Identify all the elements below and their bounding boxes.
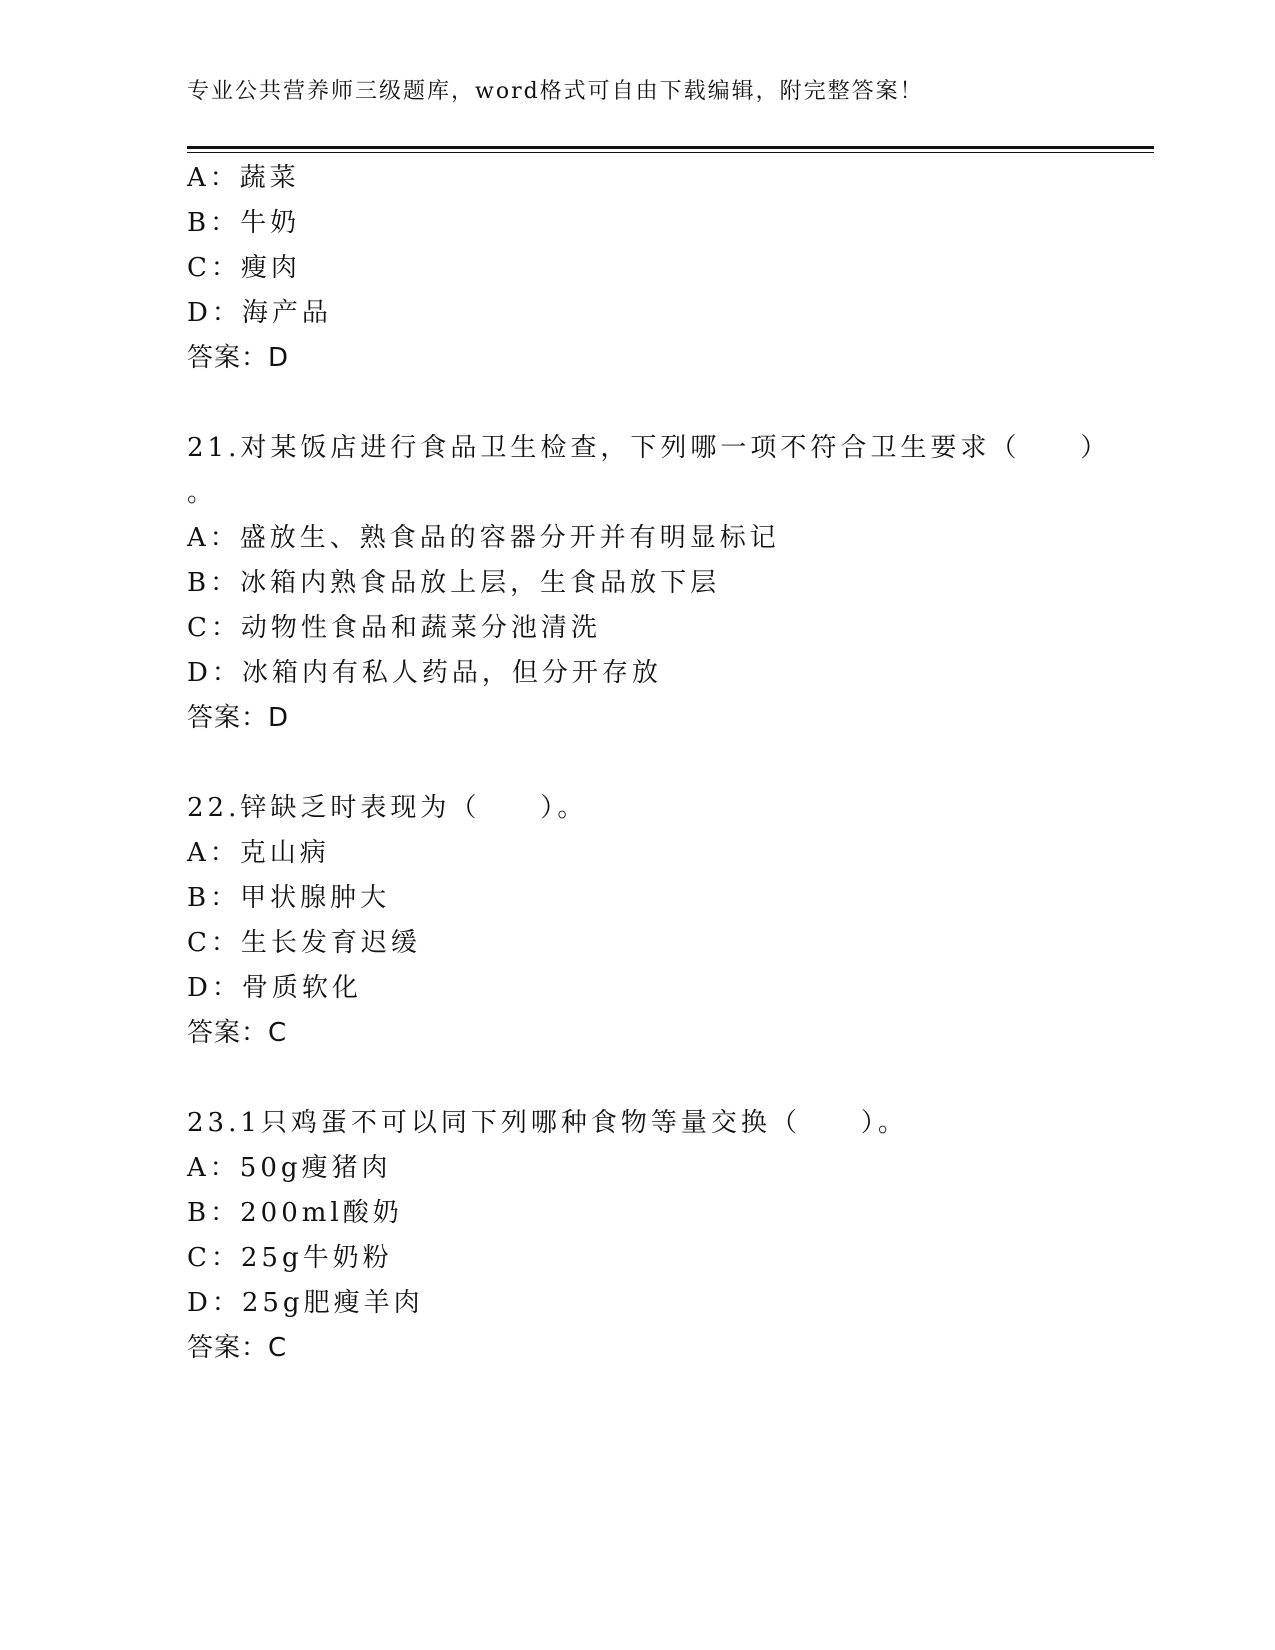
header-divider-thin [187, 152, 1154, 153]
option-c: C：瘦肉 [187, 253, 301, 283]
header-divider-thick [187, 146, 1154, 149]
question-stem-continuation: 。 [187, 478, 218, 508]
page-header: 专业公共营养师三级题库，word格式可自由下载编辑，附完整答案！ [187, 79, 924, 104]
option-c: C：生长发育迟缓 [187, 928, 421, 958]
option-b: B：牛奶 [187, 208, 301, 238]
option-a: A：蔬菜 [187, 163, 300, 193]
question-stem: 21.对某饭店进行食品卫生检查，下列哪一项不符合卫生要求（ ） [187, 433, 1111, 463]
option-b: B：200ml酸奶 [187, 1198, 403, 1228]
option-d: D：骨质软化 [187, 973, 362, 1003]
option-b: B：甲状腺肿大 [187, 883, 391, 913]
option-a: A：盛放生、熟食品的容器分开并有明显标记 [187, 523, 780, 553]
option-d: D：冰箱内有私人药品，但分开存放 [187, 658, 662, 688]
option-d: D：海产品 [187, 298, 332, 328]
answer: 答案：D [187, 343, 290, 373]
question-stem: 23.1只鸡蛋不可以同下列哪种食物等量交换（ ）。 [187, 1108, 908, 1138]
answer: 答案：C [187, 1018, 288, 1048]
question-stem: 22.锌缺乏时表现为（ ）。 [187, 793, 588, 823]
option-b: B：冰箱内熟食品放上层，生食品放下层 [187, 568, 721, 598]
answer: 答案：C [187, 1333, 288, 1363]
option-c: C：动物性食品和蔬菜分池清洗 [187, 613, 601, 643]
answer: 答案：D [187, 703, 290, 733]
option-a: A：克山病 [187, 838, 330, 868]
option-c: C：25g牛奶粉 [187, 1243, 393, 1273]
option-d: D：25g肥瘦羊肉 [187, 1288, 424, 1318]
option-a: A：50g瘦猪肉 [187, 1153, 392, 1183]
